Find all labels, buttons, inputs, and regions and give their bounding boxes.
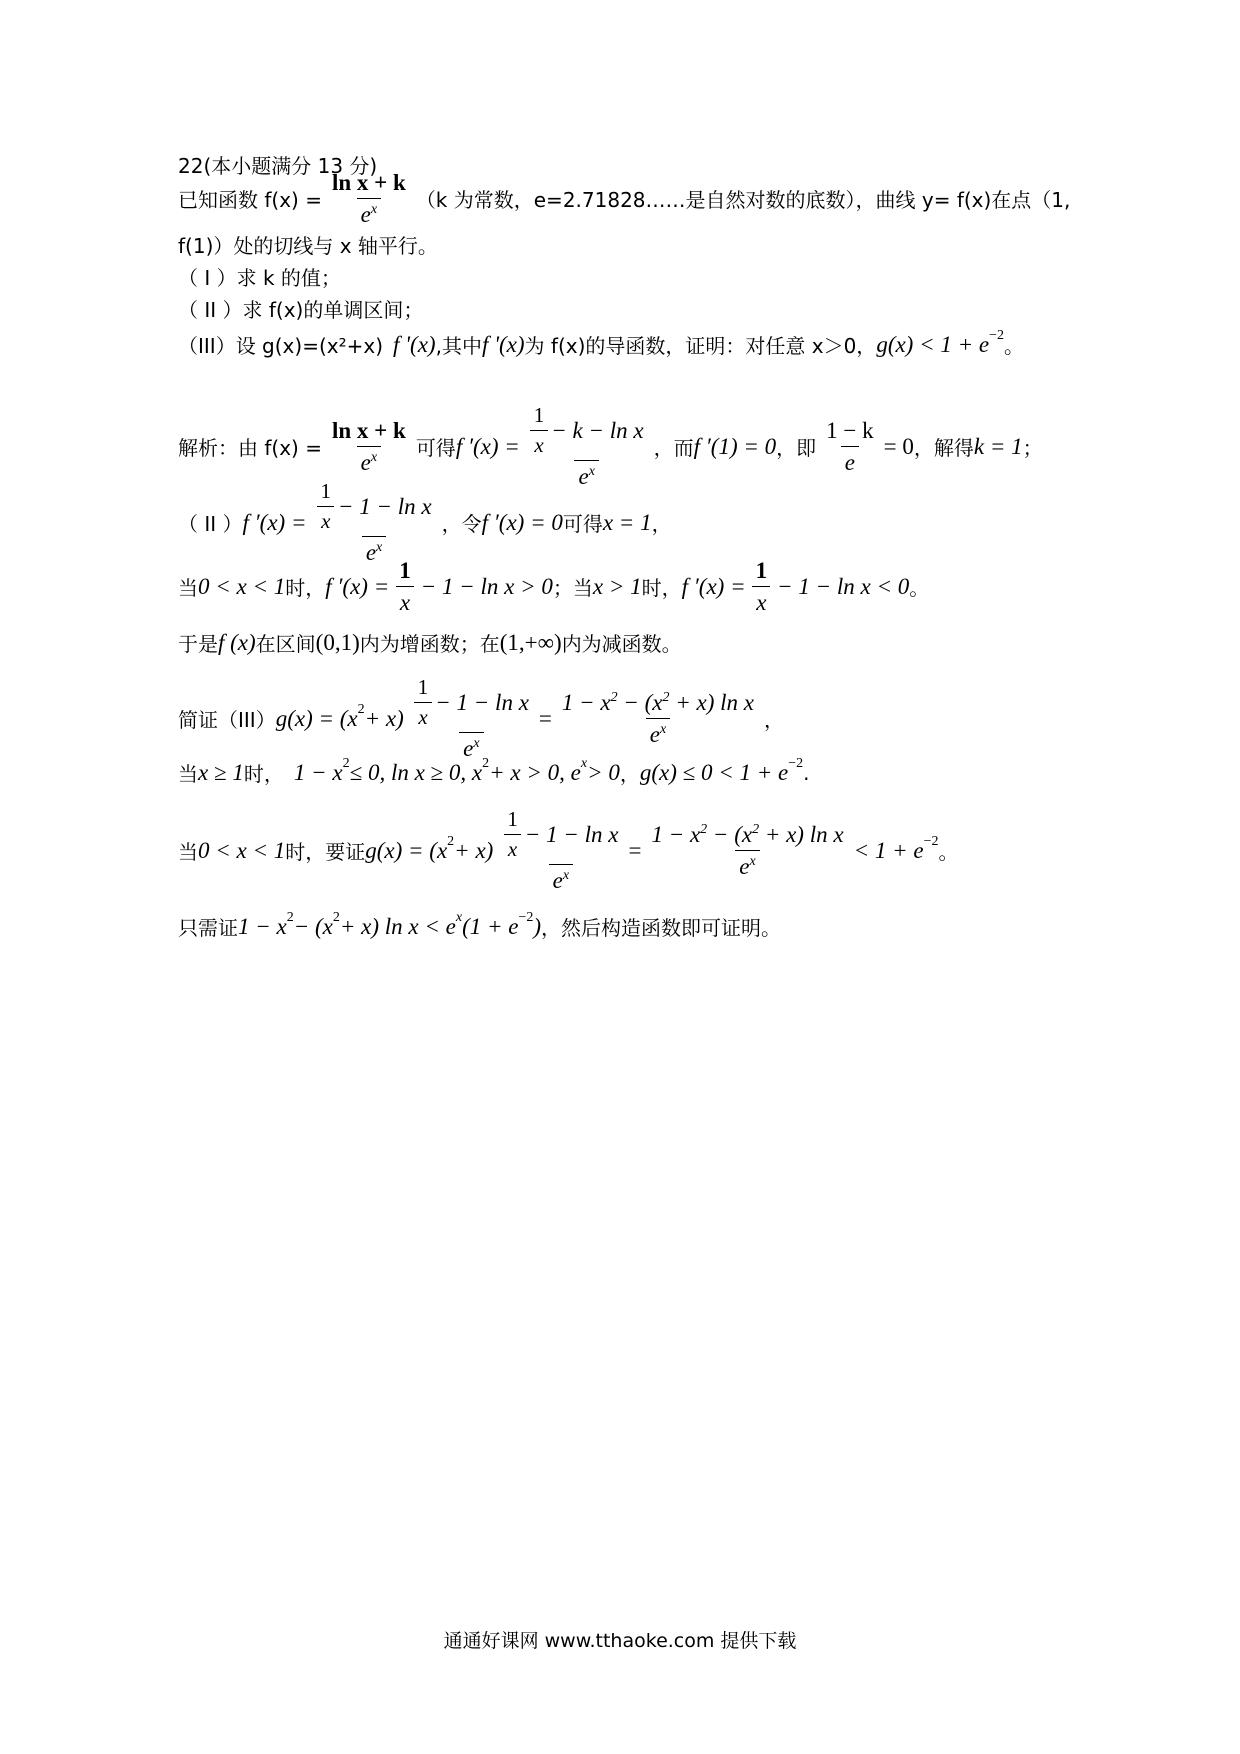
f-definition-fraction: $\frac{\text{ln x + k}}{e^x}$ <box>331 170 406 228</box>
solution-case-x-lt-1: 当 0 < x < 1 时，要证 g(x) = (x 2 + x) $\frac{1}{x}$ − 1 − ln x $e^x$ = $\frac{1 - x^2 - (x^2 + x) \ln x}{e^x}$ < 1 + e −2 。 <box>178 807 959 894</box>
solution-part-1: 解析：由 f(x) = $\frac{\text{ln x + k}}{e^x}$ 可得 f ′(x) = $\frac{1}{x}$ − k − ln x $e^x$ ，而 f ′(1) = 0 ，即 $\frac{1 - k}{e}$ = 0 ，解得 k = 1 ； <box>178 403 1043 490</box>
solution-part-3: 简证（III） g(x) = (x 2 + x) $\frac{1}{x}$ − 1 − ln x $e^x$ = $\frac{1 - x^2 - (x^2 + x) \ln x}{e^x}$ ， <box>178 675 785 762</box>
solution-final-line: 只需证 1 − x 2 − (x 2 + x) ln x < e x (1 + e −2 ) ，然后构造函数即可证明。 <box>178 909 782 940</box>
problem-part-3: （III）设 g(x)=(x²+x) f '(x) ,其中 f '(x) 为 f(x)的导函数，证明：对任意 x＞0， g(x) < 1 + e −2 。 <box>178 327 1024 358</box>
solution-case-x-ge-1: 当 x ≥ 1 时， 1 − x 2 ≤ 0, ln x ≥ 0, x 2 + x > 0, e x > 0 ， g(x) ≤ 0 < 1 + e −2 . <box>178 755 810 786</box>
solution-monotonic-conclusion: 于是 f (x) 在区间 (0,1) 内为增函数；在 (1,+∞) 内为减函数。 <box>178 629 682 656</box>
problem-intro-line: 已知函数 f(x) = $\frac{\text{ln x + k}}{e^x}$ （k 为常数，e=2.71828……是自然对数的底数），曲线 y= f(x)在点（1, <box>178 170 1071 228</box>
problem-intro-line-2: f(1)）处的切线与 x 轴平行。 <box>178 234 438 258</box>
problem-part-2: （ II ）求 f(x)的单调区间； <box>178 298 424 322</box>
page-footer: 通通好课网 www.tthaoke.com 提供下载 <box>443 1630 797 1652</box>
problem-part-1: （ I ）求 k 的值； <box>178 266 341 290</box>
solution-part-2: （ II ） f ′(x) = $\frac{1}{x}$ − 1 − ln x $e^x$ ，令 f ′(x) = 0 可得 x = 1 ， <box>178 479 672 566</box>
solution-monotonic-line: 当 0 < x < 1 时， f ′(x) = $\frac{1}{x}$ − 1 − ln x > 0 ；当 x > 1 时， f ′(x) = $\frac{1}{x}$ − 1 − ln x < 0 。 <box>178 558 930 616</box>
problem-number: 22(本小题满分 13 分) <box>178 154 378 178</box>
derivative-fraction: $\frac{1}{x}$ − k − ln x $e^x$ <box>526 404 648 489</box>
